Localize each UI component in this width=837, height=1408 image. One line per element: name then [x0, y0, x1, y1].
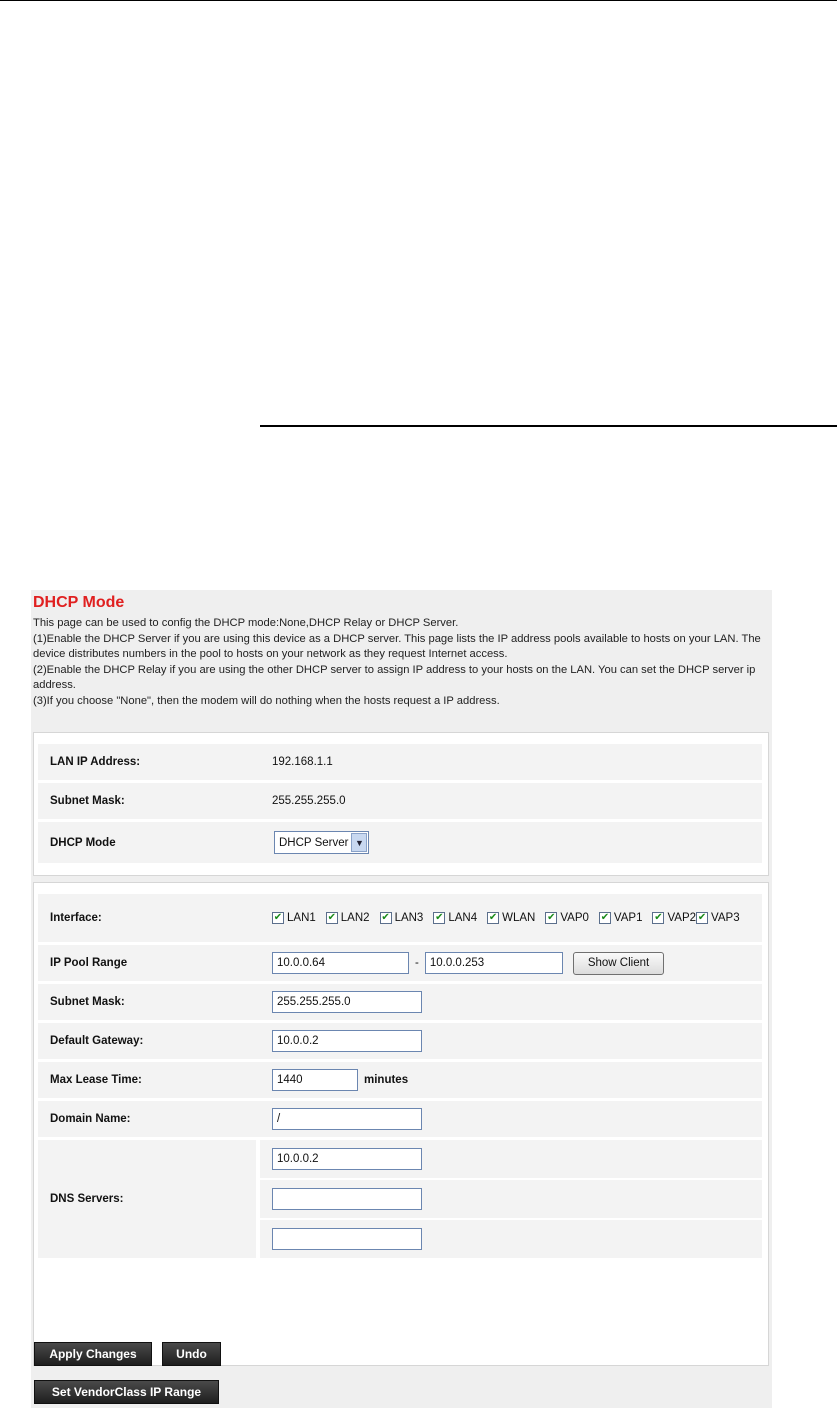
subnet-mask-input[interactable]	[272, 991, 422, 1013]
checkbox-label: LAN4	[448, 912, 478, 924]
apply-changes-button[interactable]: Apply Changes	[34, 1342, 152, 1366]
interface-cell	[260, 894, 762, 942]
dns-cell-3	[260, 1220, 762, 1258]
interface-checkbox-vap3[interactable]	[696, 912, 740, 924]
lease-label: Max Lease Time:	[50, 1074, 142, 1086]
checkbox-label: VAP0	[560, 912, 589, 924]
interface-checkbox-vap2[interactable]	[652, 912, 696, 924]
page-description	[33, 616, 773, 710]
checkbox-label: LAN1	[287, 912, 316, 924]
dhcp-mode-select[interactable]	[274, 831, 369, 854]
interface-checkbox-lan1[interactable]	[272, 912, 316, 924]
description-line: This page can be used to config the DHCP mode:None,DHCP Relay or DHCP Server.	[33, 617, 459, 629]
dhcp-mode-cell	[260, 822, 762, 863]
gateway-input[interactable]	[272, 1030, 422, 1052]
check-icon[interactable]: ✔	[273, 912, 283, 923]
interface-checkbox-lan3[interactable]	[380, 912, 424, 924]
lan-ip-label: LAN IP Address:	[50, 756, 141, 768]
interface-checkbox-vap1[interactable]	[599, 912, 643, 924]
dhcp-mode-panel	[31, 590, 772, 1408]
page-title: DHCP Mode	[33, 594, 125, 611]
ip-pool-label: IP Pool Range	[50, 957, 128, 969]
check-icon[interactable]: ✔	[547, 912, 556, 923]
checkbox-label: LAN2	[340, 912, 370, 924]
pool-end-input[interactable]	[425, 952, 563, 974]
description-line: (3)If you choose "None", then the modem will do nothing when the hosts request a IP address.	[33, 694, 500, 707]
lan-settings-box	[33, 732, 769, 876]
domain-name-input[interactable]	[272, 1108, 422, 1130]
check-icon[interactable]: ✔	[327, 912, 336, 923]
interface-row	[38, 894, 762, 942]
lan-ip-value: 192.168.1.1	[272, 756, 333, 768]
lan-mask-row	[38, 783, 762, 819]
ip-pool-row	[38, 945, 762, 981]
dns-server-2-input[interactable]	[272, 1188, 422, 1210]
undo-button[interactable]: Undo	[162, 1342, 221, 1366]
gateway-label: Default Gateway:	[50, 1035, 144, 1047]
section-divider	[260, 425, 837, 427]
check-icon[interactable]: ✔	[654, 912, 663, 923]
set-vendorclass-button[interactable]: Set VendorClass IP Range	[34, 1380, 219, 1404]
subnet-mask-cell	[260, 984, 762, 1020]
subnet-mask-label: Subnet Mask:	[50, 996, 125, 1008]
dns-cell-1	[260, 1140, 762, 1178]
lan-ip-row	[38, 744, 762, 780]
dns-server-1-input[interactable]	[272, 1148, 422, 1170]
pool-start-input[interactable]	[272, 952, 409, 974]
dhcp-mode-label: DHCP Mode	[50, 836, 116, 849]
dns-server-3-input[interactable]	[272, 1228, 422, 1250]
dns-label: DNS Servers:	[38, 1140, 256, 1258]
interface-label: Interface:	[50, 912, 102, 924]
interface-checkboxes	[272, 912, 762, 924]
lan-mask-value: 255.255.255.0	[272, 795, 346, 807]
check-icon[interactable]: ✔	[488, 912, 498, 923]
dhcp-server-box	[33, 882, 769, 1366]
chevron-down-icon[interactable]: ▼	[351, 833, 367, 852]
ip-pool-cell	[260, 945, 762, 981]
pool-range-separator: -	[415, 957, 419, 969]
gateway-cell	[260, 1023, 762, 1059]
dhcp-mode-selected: DHCP Server	[279, 836, 349, 849]
domain-cell	[260, 1101, 762, 1137]
lease-row	[38, 1062, 762, 1098]
dns-row	[38, 1140, 762, 1258]
top-divider	[0, 0, 837, 1]
interface-checkbox-vap0[interactable]	[545, 912, 589, 924]
check-icon[interactable]: ✔	[600, 912, 610, 923]
dhcp-mode-row	[38, 822, 762, 863]
lease-time-input[interactable]	[272, 1069, 358, 1091]
check-icon[interactable]: ✔	[697, 912, 707, 923]
lease-cell	[260, 1062, 762, 1098]
lan-mask-label: Subnet Mask:	[50, 795, 125, 807]
checkbox-label: VAP3	[711, 912, 740, 924]
checkbox-label: VAP2	[667, 912, 697, 924]
domain-row	[38, 1101, 762, 1137]
interface-checkbox-lan2[interactable]	[326, 912, 370, 924]
domain-label: Domain Name:	[50, 1113, 131, 1125]
check-icon[interactable]: ✔	[381, 912, 390, 923]
show-client-button[interactable]: Show Client	[573, 952, 664, 975]
interface-checkbox-wlan[interactable]	[487, 912, 535, 924]
description-line: (2)Enable the DHCP Relay if you are using the other DHCP server to assign IP address to your hosts on the LAN. You can set the DHCP server ip address.	[33, 663, 756, 692]
interface-checkbox-lan4[interactable]	[433, 912, 477, 924]
checkbox-label: VAP1	[613, 912, 643, 924]
description-line: (1)Enable the DHCP Server if you are using this device as a DHCP server. This page lists the IP address pools available to hosts on your LAN. The device distributes numbers in the pool to hosts on your network as they request Internet access.	[33, 632, 761, 661]
check-icon[interactable]: ✔	[435, 912, 444, 923]
gateway-row	[38, 1023, 762, 1059]
checkbox-label: WLAN	[502, 912, 536, 924]
dns-cell-2	[260, 1180, 762, 1218]
lease-unit: minutes	[364, 1074, 409, 1086]
subnet-mask-row	[38, 984, 762, 1020]
checkbox-label: LAN3	[394, 912, 424, 924]
